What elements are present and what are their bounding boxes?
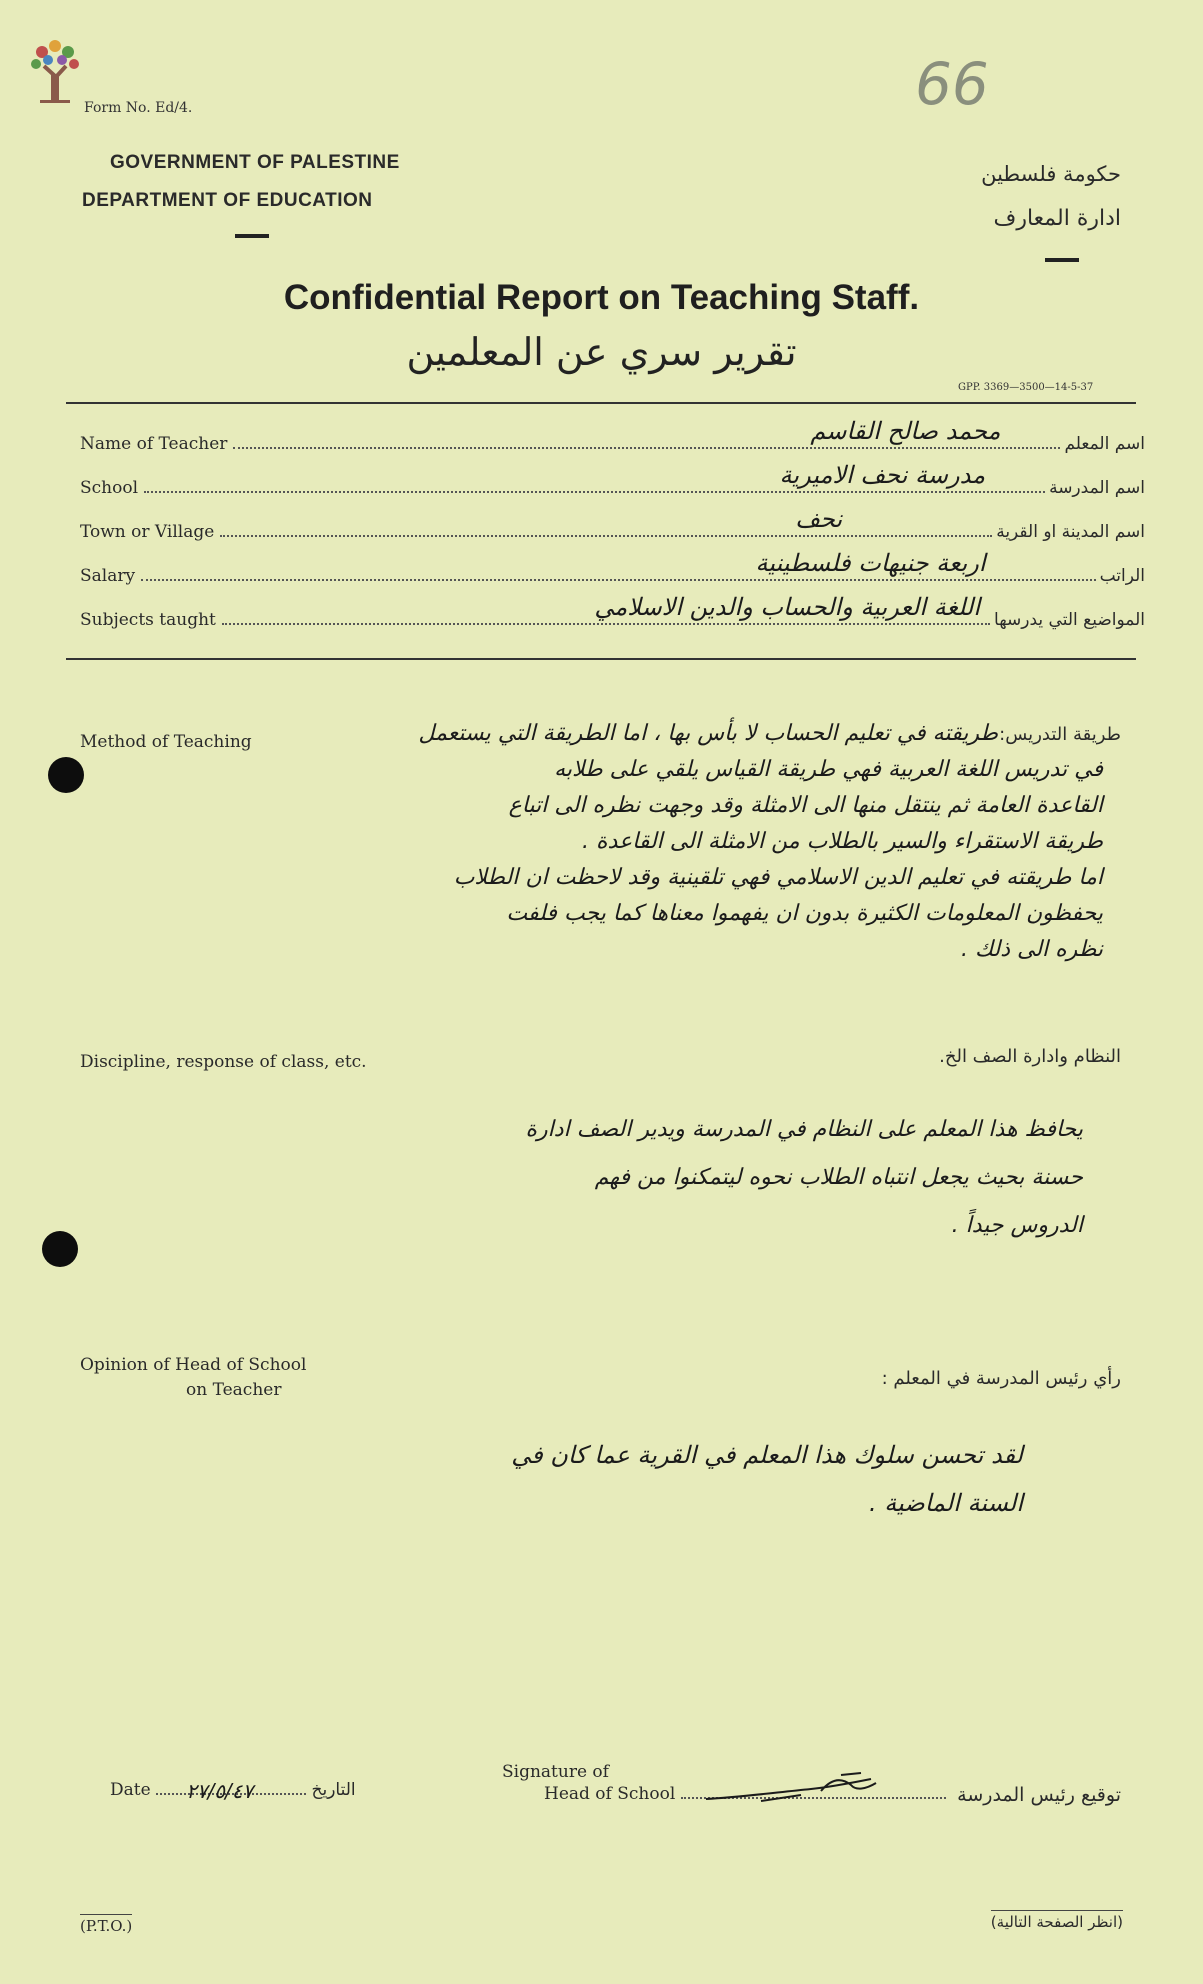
discipline-line: الدروس جيداً . [951, 1213, 1083, 1238]
method-line: طريقة الاستقراء والسير بالطلاب من الامثلة الى القاعدة . [581, 829, 1103, 854]
divider-dash [1045, 258, 1079, 262]
discipline-label-en: Discipline, response of class, etc. [80, 1052, 367, 1072]
dotted-line [144, 461, 1045, 493]
field-value: مدرسة نحف الاميرية [779, 461, 986, 489]
field-salary [80, 550, 1145, 586]
report-title-en: Confidential Report on Teaching Staff. [283, 278, 920, 317]
form-number: Form No. Ed/4. [84, 100, 193, 116]
method-line: طريقته في تعليم الحساب لا بأس بها ، اما الطريقة التي يستعمل [418, 721, 998, 746]
field-label-en: Town or Village [80, 522, 215, 542]
field-label-ar: اسم المدرسة [1049, 478, 1145, 498]
date-field [110, 1779, 356, 1803]
discipline-line: حسنة بحيث يجعل انتباه الطلاب نحوه ليتمكنوا من فهم [594, 1165, 1083, 1190]
field-label-en: School [80, 478, 139, 498]
dotted-line [222, 593, 990, 625]
report-title-ar: تقرير سري عن المعلمين [406, 330, 797, 374]
discipline-label-ar: النظام وادارة الصف الخ. [939, 1046, 1121, 1067]
field-label-ar: الراتب [1099, 566, 1145, 586]
field-label-en: Subjects taught [80, 610, 216, 630]
signature-field [544, 1784, 946, 1804]
next-page-note-ar: (انظر الصفحة التالية) [991, 1910, 1123, 1931]
field-value: اربعة جنيهات فلسطينية [755, 549, 986, 577]
opinion-line: لقد تحسن سلوك هذا المعلم في القرية عما كان في [511, 1441, 1023, 1469]
signature-label-line1: Signature of [502, 1762, 609, 1782]
field-name-of-teacher [80, 418, 1145, 454]
field-school [80, 462, 1145, 498]
dotted-line [233, 417, 1060, 449]
top-rule [66, 402, 1136, 404]
discipline-line: يحافظ هذا المعلم على النظام في المدرسة ويدير الصف ادارة [525, 1117, 1083, 1142]
divider-dash [235, 234, 269, 238]
opinion-label-en-line2: on Teacher [186, 1380, 282, 1400]
tree-logo-icon [26, 36, 84, 106]
middle-rule [66, 658, 1136, 660]
method-label-en: Method of Teaching [80, 732, 252, 752]
punch-hole [42, 1231, 78, 1267]
print-code: GPP. 3369—3500—14-5-37 [958, 382, 1094, 393]
date-dotted-line [156, 1779, 306, 1803]
method-line: يحفظون المعلومات الكثيرة بدون ان يفهموا معناها كما يجب فلفت [506, 901, 1103, 926]
field-label-ar: اسم المدينة او القرية [996, 522, 1145, 542]
field-label-en: Salary [80, 566, 136, 586]
handwritten-signature-icon [701, 1769, 911, 1809]
field-town-or-village [80, 506, 1145, 542]
department-ar: ادارة المعارف [993, 206, 1121, 231]
date-value: ٢٧/٥/٤٧ [186, 1779, 254, 1803]
pto-note: (P.T.O.) [80, 1914, 132, 1935]
field-label-ar: اسم المعلم [1064, 434, 1145, 454]
method-label-ar: طريقة التدريس: [999, 724, 1121, 745]
field-value: محمد صالح القاسم [810, 417, 1001, 445]
opinion-label-ar: رأي رئيس المدرسة في المعلم : [881, 1368, 1121, 1389]
signature-label-line2: Head of School [544, 1784, 676, 1804]
method-line: اما طريقته في تعليم الدين الاسلامي فهي تلقينية وقد لاحظت ان الطلاب [453, 865, 1103, 890]
signature-label-ar: توقيع رئيس المدرسة [957, 1784, 1121, 1806]
page-number: 66 [915, 50, 989, 118]
government-ar: حكومة فلسطين [981, 162, 1121, 186]
field-label-ar: المواضيع التي يدرسها [994, 610, 1145, 630]
government-en: GOVERNMENT OF PALESTINE [110, 152, 400, 173]
field-value: اللغة العربية والحساب والدين الاسلامي [594, 593, 981, 621]
date-label-ar: التاريخ [311, 1780, 356, 1800]
punch-hole [48, 757, 84, 793]
opinion-label-en-line1: Opinion of Head of School [80, 1355, 307, 1375]
signature-dotted-line [681, 1797, 946, 1799]
field-subjects-taught [80, 594, 1145, 630]
method-line: في تدريس اللغة العربية فهي طريقة القياس يلقي على طلابه [554, 757, 1103, 782]
method-line: القاعدة العامة ثم ينتقل منها الى الامثلة وقد وجهت نظره الى اتباع [508, 793, 1103, 818]
field-value: نحف [795, 505, 843, 533]
field-label-en: Name of Teacher [80, 434, 228, 454]
opinion-line: السنة الماضية . [868, 1489, 1023, 1517]
method-line: نظره الى ذلك . [960, 937, 1103, 962]
department-en: DEPARTMENT OF EDUCATION [82, 190, 373, 211]
dotted-line [220, 505, 992, 537]
date-label-en: Date [110, 1780, 151, 1800]
dotted-line [141, 549, 1095, 581]
